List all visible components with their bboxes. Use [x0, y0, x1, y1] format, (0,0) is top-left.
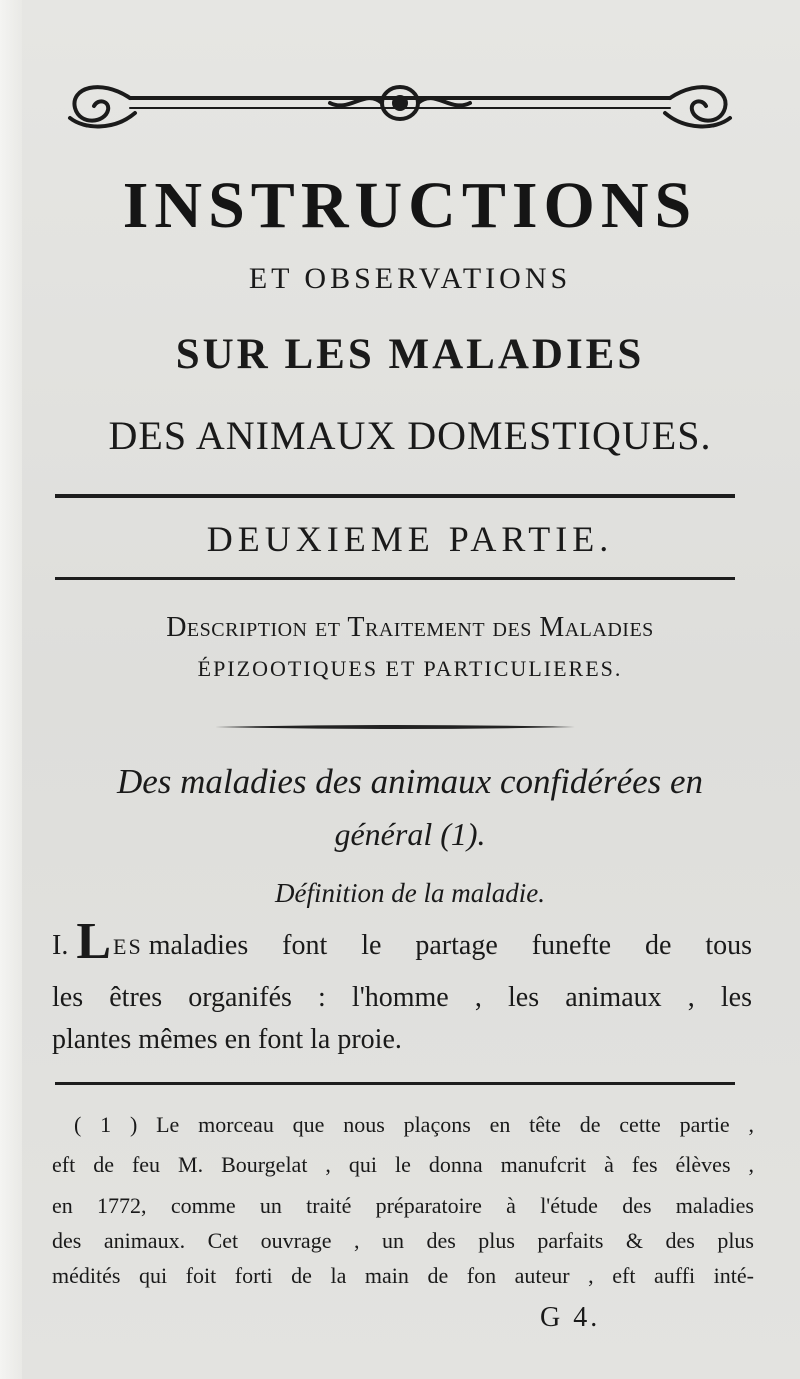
divider-rule	[55, 494, 735, 498]
paragraph-line: plantes mêmes en font la proie.	[52, 1024, 402, 1055]
section-description-line-2: ÉPIZOOTIQUES ET PARTICULIERES.	[197, 656, 623, 681]
footnote-line: ( 1 ) Le morceau que nous plaçons en tête de cette partie ,	[74, 1112, 754, 1137]
chapter-heading: Des maladies des animaux confidérées en	[116, 762, 704, 801]
subheading: Définition de la maladie.	[275, 878, 545, 908]
footnote-line: en 1772, comme un traité préparatoire à l'étude des maladies	[52, 1193, 754, 1218]
paragraph-text: maladies font le partage funefte de tous	[148, 930, 752, 961]
part-title: DEUXIEME PARTIE.	[206, 519, 614, 559]
paragraph-opening: ES	[113, 934, 143, 959]
paragraph-line: les êtres organifés : l'homme , les animaux , les	[52, 982, 752, 1013]
section-description: Description et Traitement des Maladies	[166, 612, 654, 643]
book-title-line-2: ET OBSERVATIONS	[248, 262, 572, 295]
footnote-divider	[55, 1082, 735, 1086]
paragraph-number: I.	[52, 930, 69, 961]
book-title-line-3: SUR LES MALADIES	[175, 331, 645, 378]
decorative-rule	[215, 724, 575, 730]
book-title-line-4: DES ANIMAUX DOMESTIQUES.	[108, 413, 712, 458]
footnote-line: eft de feu M. Bourgelat , qui le donna manufcrit à fes élèves ,	[52, 1152, 754, 1177]
paragraph-line	[52, 913, 752, 970]
footnote-line: médités qui foit forti de la main de fon auteur , eft auffi inté-	[52, 1263, 754, 1288]
drop-cap: L	[76, 913, 112, 970]
book-title: INSTRUCTIONS	[122, 169, 698, 242]
signature-mark: G 4.	[540, 1302, 601, 1333]
page-margin-edge	[0, 0, 22, 1379]
footnote-line: des animaux. Cet ouvrage , un des plus parfaits & des plus	[52, 1228, 754, 1253]
ornamental-headpiece	[60, 68, 740, 138]
divider-rule	[55, 577, 735, 580]
chapter-heading-line-2: général (1).	[334, 816, 486, 852]
